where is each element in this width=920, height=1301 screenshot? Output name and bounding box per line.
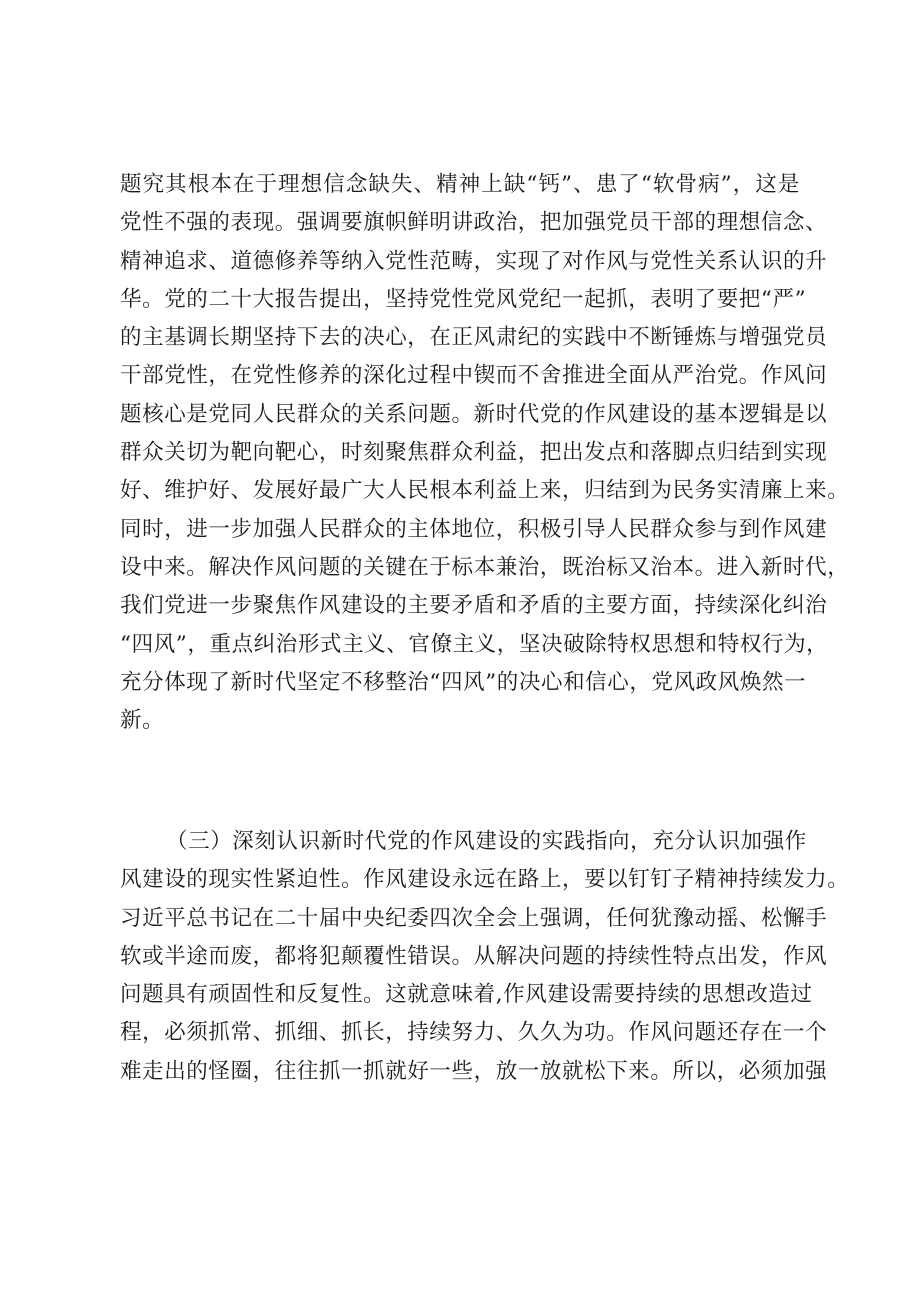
paragraph-continued: [120, 166, 850, 740]
text-line: 华。党的二十大报告提出，坚持党性党风党纪一起抓，表明了要把“严”: [120, 286, 807, 312]
paragraph-heading-line: （三）深刻认识新时代党的作风建设的实践指向，充分认识加强作: [166, 829, 807, 854]
text-line: 程，必须抓常、抓细、抓长，持续努力、久久为功。作风问题还存在一个: [120, 1020, 828, 1046]
text-line: 党性不强的表现。强调要旗帜鲜明讲政治，把加强党员干部的理想信念、: [120, 210, 828, 236]
text-line: “四风”，重点纠治形式主义、官僚主义，坚决破除特权思想和特权行为，: [120, 631, 829, 657]
text-line: 同时，进一步加强人民群众的主体地位，积极引导人民群众参与到作风建: [120, 516, 828, 542]
text-line: 题究其根本在于理想信念缺失、精神上缺“钙”、患了“软骨病”，这是: [120, 172, 800, 197]
text-line: 干部党性，在党性修养的深化过程中锲而不舍推进全面从严治党。作风问: [120, 363, 828, 389]
text-line: 充分体现了新时代坚定不移整治“四风”的决心和信心，党风政风焕然一: [120, 669, 807, 695]
text-line: 好、维护好、发展好最广大人民根本利益上来，归结到为民务实清廉上来。: [120, 478, 850, 504]
text-line: 设中来。解决作风问题的关键在于标本兼治，既治标又治本。进入新时代，: [120, 554, 850, 580]
text-line: 的主基调长期坚持下去的决心，在正风肃纪的实践中不断锤炼与增强党员: [120, 325, 828, 351]
text-line: 习近平总书记在二十届中央纪委四次全会上强调，任何犹豫动摇、松懈手: [120, 905, 828, 931]
text-line: 精神追求、道德修养等纳入党性范畴，实现了对作风与党性关系认识的升: [120, 248, 828, 274]
text-line: 新。: [120, 708, 165, 734]
text-line: 难走出的怪圈，往往抓一抓就好一些，放一放就松下来。所以，必须加强: [120, 1058, 828, 1084]
text-line: 风建设的现实性紧迫性。作风建设永远在路上，要以钉钉子精神持续发力。: [120, 867, 850, 893]
text-line: 软或半途而废，都将犯颠覆性错误。从解决问题的持续性特点出发，作风: [120, 943, 828, 969]
paragraph-three: [120, 823, 850, 1091]
text-line: 群众关切为靶向靶心，时刻聚焦群众利益，把出发点和落脚点归结到实现: [120, 440, 828, 466]
text-line: 我们党进一步聚焦作风建设的主要矛盾和矛盾的主要方面，持续深化纠治: [120, 593, 828, 619]
text-line: 问题具有顽固性和反复性。这就意味着,作风建设需要持续的思想改造过: [120, 982, 813, 1008]
text-line: 题核心是党同人民群众的关系问题。新时代党的作风建设的基本逻辑是以: [120, 401, 828, 427]
